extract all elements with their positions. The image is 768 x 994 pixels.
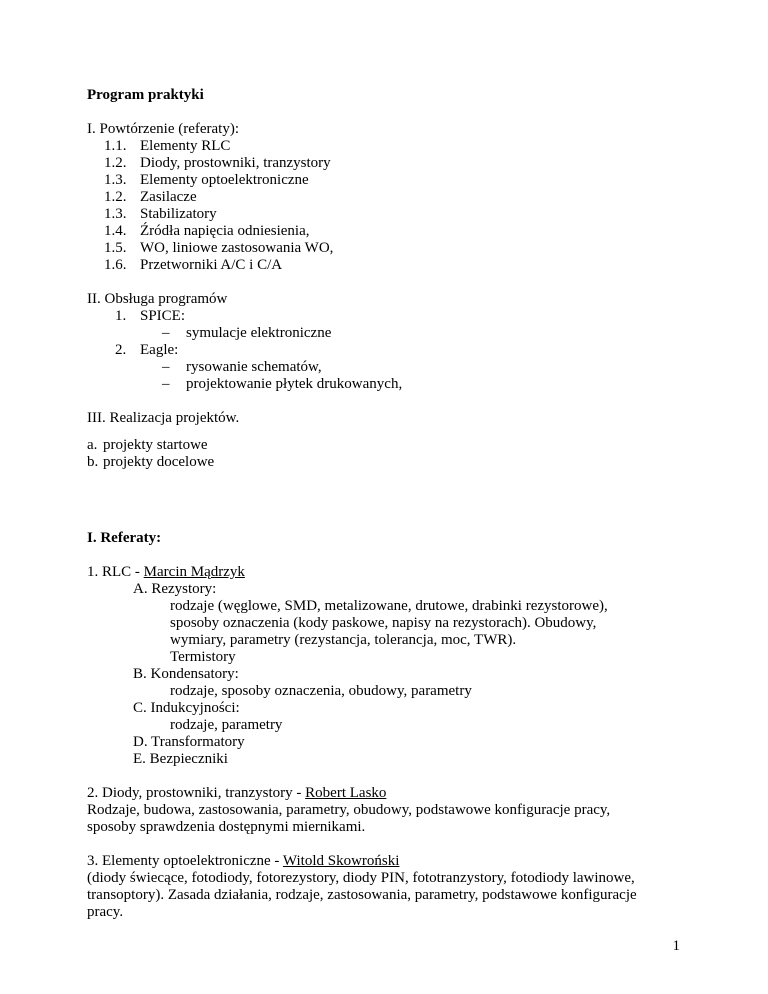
list-item-number: 1.3.: [104, 172, 127, 188]
list-item-number: 1.2.: [104, 189, 127, 205]
list-item-text: Elementy optoelektroniczne: [140, 172, 309, 188]
paragraph-line: sposoby sprawdzenia dostępnymi miernikami.: [87, 819, 366, 835]
list-item-text: Przetworniki A/C i C/A: [140, 257, 283, 273]
list-item-text: SPICE:: [140, 308, 186, 324]
list-item-letter: b.: [87, 454, 99, 470]
sub-item: [162, 325, 331, 342]
sub-item: [162, 359, 322, 376]
list-item: [104, 223, 310, 240]
sub-item: [162, 376, 402, 393]
subsection-text: Termistory: [170, 649, 236, 665]
referat-title-text: 2. Diody, prostowniki, tranzystory -: [87, 785, 306, 801]
list-item-text: projekty startowe: [103, 437, 208, 453]
list-item-number: 1.4.: [104, 223, 127, 239]
list-item-number: 1.3.: [104, 206, 127, 222]
list-item-text: projekty docelowe: [103, 454, 215, 470]
list-item-text: Źródła napięcia odniesienia,: [140, 223, 310, 239]
referaty-heading: I. Referaty:: [87, 530, 162, 546]
list-item: [87, 454, 214, 471]
subsection-text: sposoby oznaczenia (kody paskowe, napisy na rezystorach). Obudowy,: [170, 615, 597, 631]
list-item-number: 1.: [115, 308, 127, 324]
list-item-number: 1.1.: [104, 138, 127, 154]
dash-bullet: –: [162, 325, 170, 341]
list-item-text: Eagle:: [140, 342, 179, 358]
paragraph-line: (diody świecące, fotodiody, fotorezystory, diody PIN, fototranzystory, fotodiody lawinowe,: [87, 870, 635, 886]
section3-heading: III. Realizacja projektów.: [87, 410, 240, 426]
list-item-spice: [115, 308, 185, 325]
list-item: [104, 155, 331, 172]
document-title: Program praktyki: [87, 87, 204, 103]
list-item: [104, 257, 282, 274]
list-item: [104, 172, 309, 189]
list-item-number: 1.2.: [104, 155, 127, 171]
dash-bullet: –: [162, 376, 170, 392]
subsection-text: wymiary, parametry (rezystancja, tolerancja, moc, TWR).: [170, 632, 517, 648]
list-item-text: WO, liniowe zastosowania WO,: [140, 240, 334, 256]
author-name: Witold Skowroński: [282, 853, 400, 869]
referat-title-text: 1. RLC -: [87, 564, 144, 580]
referat-1-title: [87, 564, 245, 581]
section1-heading: I. Powtórzenie (referaty):: [87, 121, 240, 137]
subsection-b: B. Kondensatory:: [133, 666, 239, 682]
page-number: 1: [672, 938, 680, 954]
referat-3-title: [87, 853, 399, 870]
subsection-text: rodzaje, parametry: [170, 717, 283, 733]
list-item: [104, 206, 217, 223]
referat-title-text: 3. Elementy optoelektroniczne -: [87, 853, 283, 869]
list-item-text: Diody, prostowniki, tranzystory: [140, 155, 331, 171]
subsection-e: E. Bezpieczniki: [133, 751, 228, 767]
author-name: Marcin Mądrzyk: [143, 564, 245, 580]
subsection-a: A. Rezystory:: [133, 581, 217, 597]
referat-2-title: [87, 785, 386, 802]
list-item-letter: a.: [87, 437, 98, 453]
list-item-text: Zasilacze: [140, 189, 197, 205]
list-item: [104, 138, 230, 155]
paragraph-line: transoptory). Zasada działania, rodzaje, zastosowania, parametry, podstawowe konfiguracje: [87, 887, 637, 903]
list-item-eagle: [115, 342, 178, 359]
list-item-text: Elementy RLC: [140, 138, 231, 154]
dash-bullet: –: [162, 359, 170, 375]
paragraph-line: Rodzaje, budowa, zastosowania, parametry, obudowy, podstawowe konfiguracje pracy,: [87, 802, 611, 818]
list-item-number: 1.5.: [104, 240, 127, 256]
section2-heading: II. Obsługa programów: [87, 291, 228, 307]
list-item-text: Stabilizatory: [140, 206, 217, 222]
paragraph-line: pracy.: [87, 904, 124, 920]
sub-item-text: symulacje elektroniczne: [186, 325, 332, 341]
subsection-text: rodzaje (węglowe, SMD, metalizowane, drutowe, drabinki rezystorowe),: [170, 598, 608, 614]
sub-item-text: rysowanie schematów,: [186, 359, 322, 375]
list-item-number: 1.6.: [104, 257, 127, 273]
sub-item-text: projektowanie płytek drukowanych,: [186, 376, 403, 392]
list-item: [104, 189, 197, 206]
subsection-text: rodzaje, sposoby oznaczenia, obudowy, parametry: [170, 683, 472, 699]
subsection-d: D. Transformatory: [133, 734, 245, 750]
list-item: [104, 240, 333, 257]
subsection-c: C. Indukcyjności:: [133, 700, 240, 716]
list-item: [87, 437, 208, 454]
list-item-number: 2.: [115, 342, 127, 358]
author-name: Robert Lasko: [305, 785, 387, 801]
